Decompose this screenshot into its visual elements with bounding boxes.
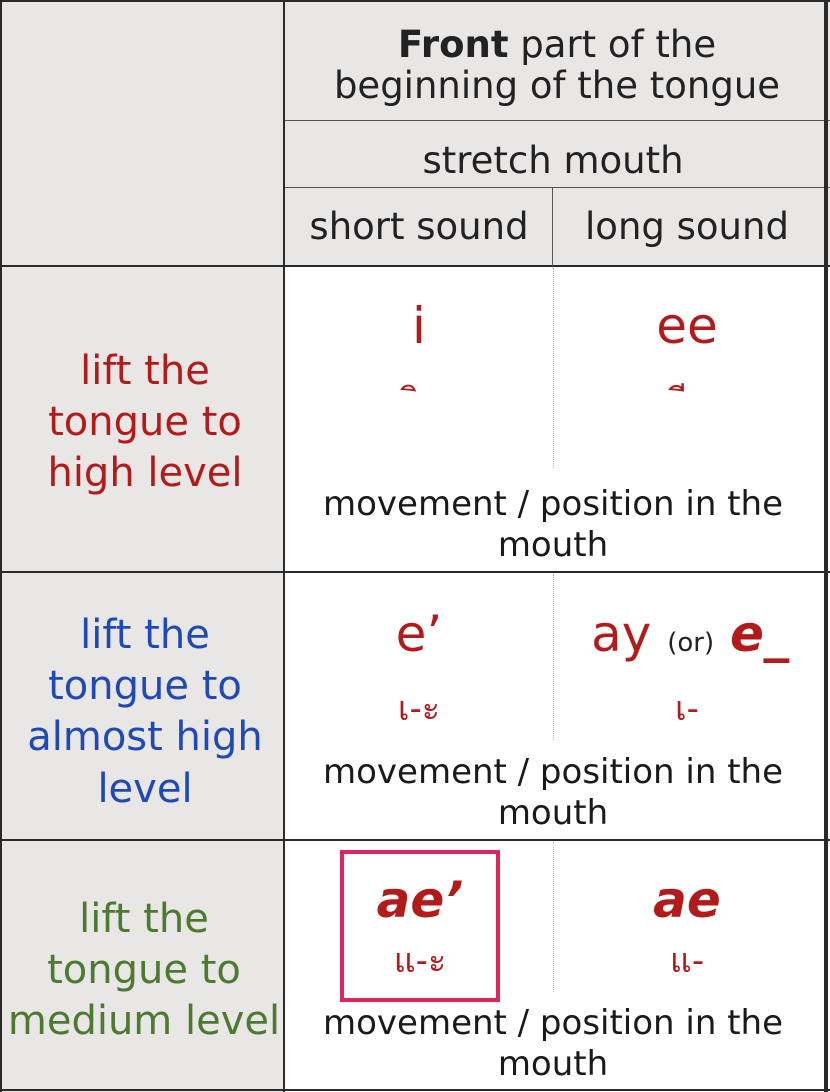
row2-long-thai: เ- bbox=[675, 689, 699, 729]
row1-long-vowel: ee bbox=[656, 297, 718, 355]
header-title-rest: part of the beginning of the tongue bbox=[333, 23, 781, 108]
header-title-bold: Front bbox=[397, 23, 509, 66]
row1-long-thai bbox=[554, 382, 820, 420]
row-label-medium: lift the tongue to medium level bbox=[7, 896, 281, 1045]
column-header-short: short sound bbox=[309, 205, 529, 248]
row2-short-thai: เ-ะ bbox=[397, 689, 441, 729]
column-header-long: long sound bbox=[585, 205, 789, 248]
row2-long-vowel: ay bbox=[591, 605, 652, 663]
header-bottom-border bbox=[0, 265, 830, 267]
top-border bbox=[0, 0, 830, 2]
row3-movement-text: movement / position in the mouth bbox=[322, 1003, 784, 1084]
row1-short-vowel: i bbox=[412, 297, 426, 355]
row2-long-or: (or) bbox=[667, 628, 715, 658]
row1-movement-text: movement / position in the mouth bbox=[322, 484, 784, 565]
row2-short-vowel: e’ bbox=[395, 605, 443, 663]
row3-long-vowel: ae bbox=[653, 871, 721, 929]
header-column-divider bbox=[552, 187, 553, 266]
row2-long-vowel-alt: e_ bbox=[730, 605, 789, 663]
header-divider-1 bbox=[284, 120, 830, 121]
header-title bbox=[300, 24, 814, 107]
header-divider-2 bbox=[284, 187, 830, 188]
left-border bbox=[0, 0, 2, 1092]
row3-short-thai: แ-ะ bbox=[393, 941, 447, 981]
label-column-border bbox=[283, 0, 285, 1092]
row1-bottom-border bbox=[0, 571, 830, 573]
row2-bottom-border bbox=[0, 839, 830, 841]
corner-cell bbox=[0, 0, 284, 266]
right-border bbox=[824, 0, 828, 1092]
row1-short-thai bbox=[286, 382, 552, 420]
header-subheader: stretch mouth bbox=[422, 139, 684, 182]
row3-short-vowel: ae’ bbox=[376, 871, 464, 929]
row2-long-vowel-group bbox=[554, 606, 826, 662]
row-label-high: lift the tongue to high level bbox=[47, 348, 243, 497]
row2-movement-text: movement / position in the mouth bbox=[322, 752, 784, 833]
bottom-border bbox=[0, 1089, 830, 1091]
row-label-almost-high: lift the tongue to almost high level bbox=[27, 612, 263, 812]
row3-long-thai: แ- bbox=[669, 941, 705, 981]
